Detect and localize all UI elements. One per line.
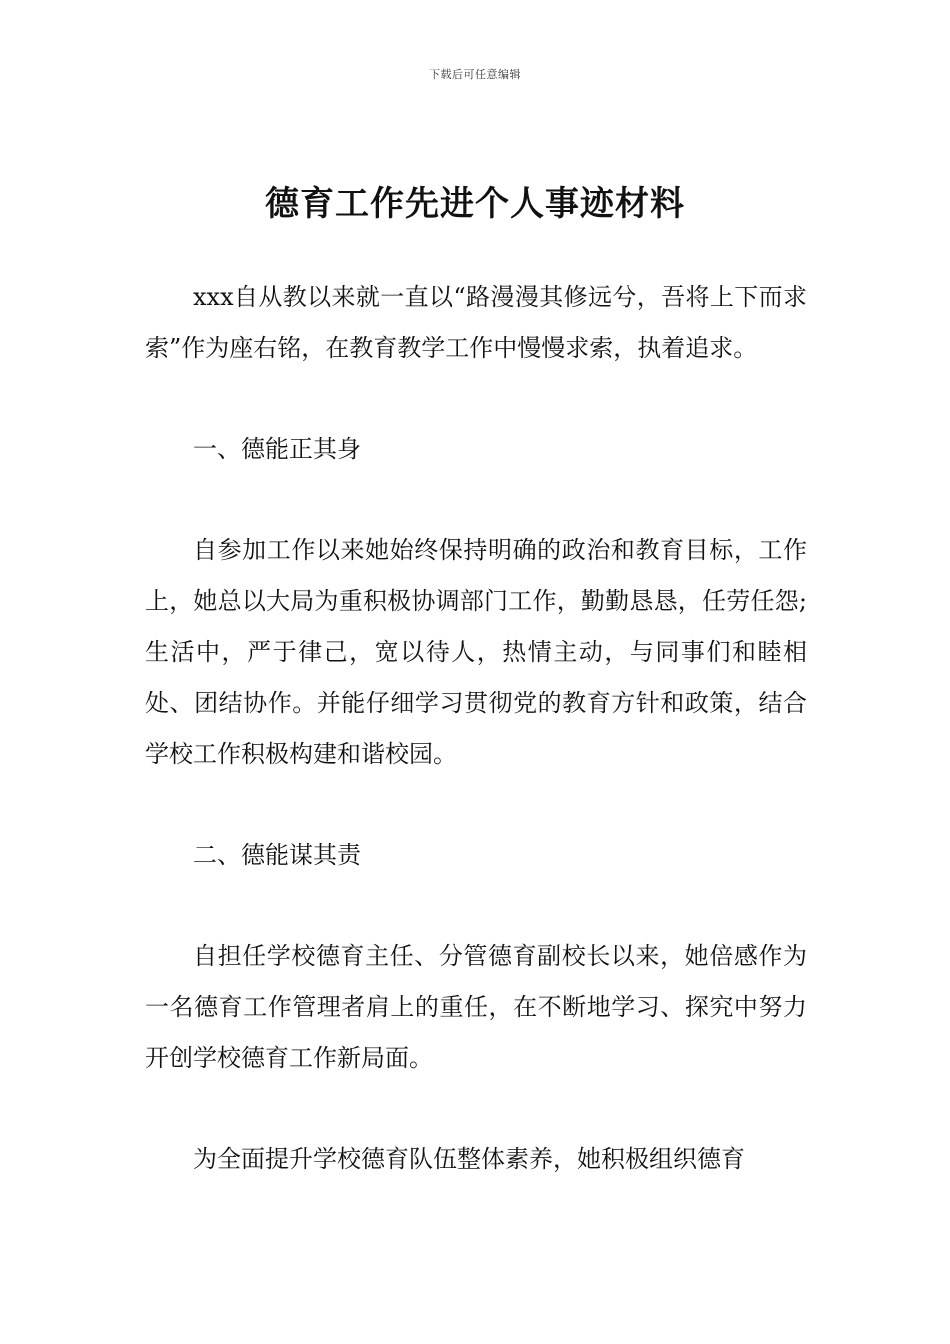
- section-1-paragraph: 自参加工作以来她始终保持明确的政治和教育目标，工作上，她总以大局为重积极协调部门工作，勤勤恳恳，任劳任怨;生活中，严于律己，宽以待人，热情主动，与同事们和睦相处、团结协作。并能仔细学习贯彻党的教育方针和政策，结合学校工作积极构建和谐校园。: [145, 536, 807, 768]
- section-2-paragraph-2: 为全面提升学校德育队伍整体素养，她积极组织德育: [193, 1145, 745, 1173]
- section-heading-2: 二、德能谋其责: [193, 841, 361, 869]
- intro-paragraph: xxx自从教以来就一直以“路漫漫其修远兮，吾将上下而求索”作为座右铭，在教育教学工作中慢慢求索，执着追求。: [145, 283, 807, 362]
- section-2-paragraph-1: 自担任学校德育主任、分管德育副校长以来，她倍感作为一名德育工作管理者肩上的重任，在不断地学习、探究中努力开创学校德育工作新局面。: [145, 942, 807, 1072]
- document-body: [145, 272, 807, 1235]
- section-heading-1: 一、德能正其身: [193, 435, 361, 463]
- document-title: 德育工作先进个人事迹材料: [265, 184, 685, 224]
- page-header-note: 下载后可任意编辑: [429, 68, 521, 81]
